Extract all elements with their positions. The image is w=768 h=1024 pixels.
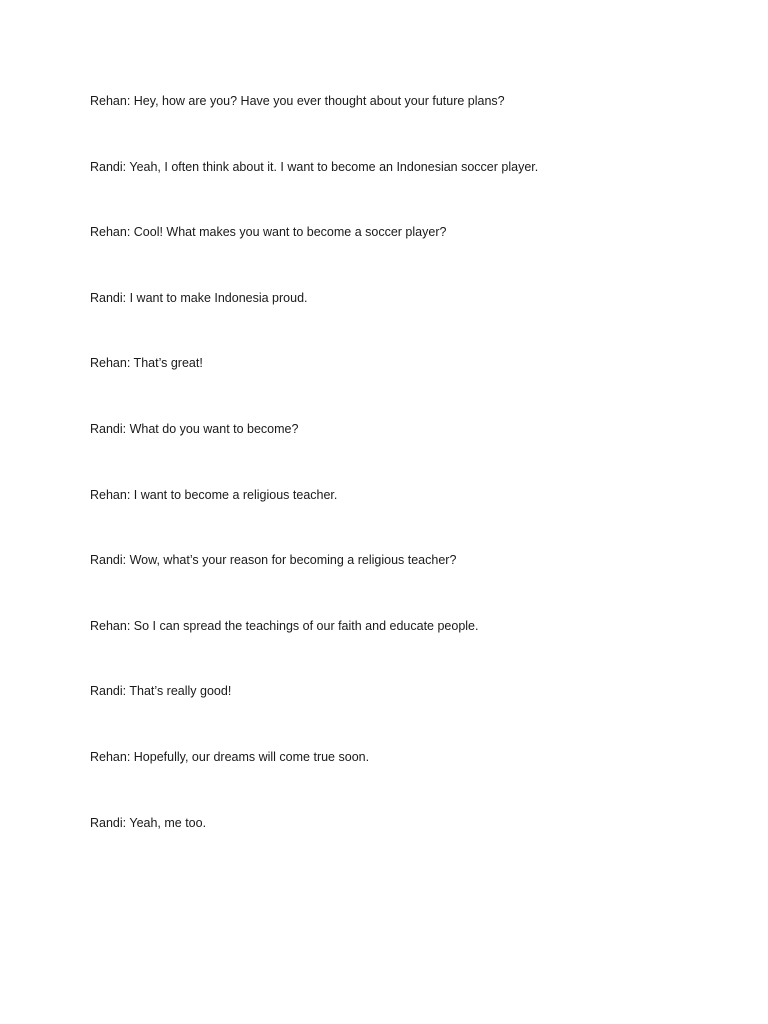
dialogue-line: Rehan: Hey, how are you? Have you ever thought about your future plans? — [90, 94, 505, 108]
dialogue-line: Rehan: Hopefully, our dreams will come true soon. — [90, 749, 370, 764]
dialogue-line: Randi: Yeah, I often think about it. I want to become an Indonesian soccer player. — [90, 159, 539, 174]
dialogue-line: Randi: Yeah, me too. — [90, 815, 207, 830]
dialogue-line: Rehan: I want to become a religious teacher. — [90, 487, 338, 502]
dialogue-line: Rehan: That’s great! — [90, 356, 203, 371]
dialogue-line: Randi: Wow, what’s your reason for becoming a religious teacher? — [90, 553, 457, 568]
dialogue-line: Rehan: Cool! What makes you want to become a soccer player? — [90, 225, 447, 240]
dialogue-line: Rehan: So I can spread the teachings of our faith and educate people. — [90, 618, 479, 633]
dialogue-line: Randi: I want to make Indonesia proud. — [90, 290, 308, 305]
dialogue-line: Randi: That’s really good! — [90, 684, 232, 699]
dialogue-line: Randi: What do you want to become? — [90, 421, 299, 436]
dialogue-list — [90, 92, 730, 879]
